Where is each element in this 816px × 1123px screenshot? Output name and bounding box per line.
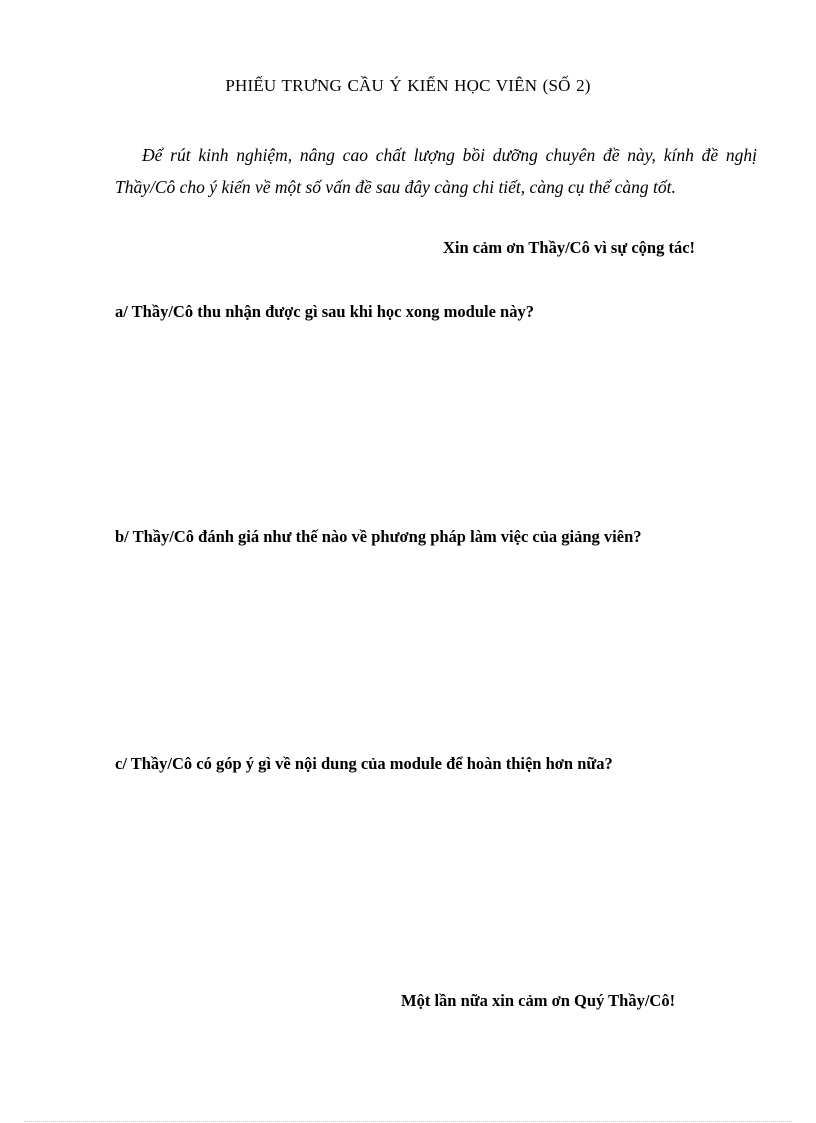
question-c: c/ Thầy/Cô có góp ý gì về nội dung của module để hoàn thiện hơn nữa? xyxy=(115,754,613,773)
intro-paragraph: Để rút kinh nghiệm, nâng cao chất lượng bồi dưỡng chuyên đề này, kính đề nghị Thầy/Cô cho ý kiến về một số vấn đề sau đây càng chi tiết, càng cụ thể càng tốt. xyxy=(115,145,757,197)
document-title: PHIẾU TRƯNG CẦU Ý KIẾN HỌC VIÊN (SỐ 2) xyxy=(225,76,591,95)
question-b: b/ Thầy/Cô đánh giá như thế nào về phương pháp làm việc của giảng viên? xyxy=(115,527,642,546)
closing-line: Một lần nữa xin cảm ơn Quý Thầy/Cô! xyxy=(401,991,676,1010)
thanks-line: Xin cảm ơn Thầy/Cô vì sự cộng tác! xyxy=(443,238,696,257)
question-a: a/ Thầy/Cô thu nhận được gì sau khi học xong module này? xyxy=(115,302,534,321)
page-bottom-divider xyxy=(24,1121,792,1122)
